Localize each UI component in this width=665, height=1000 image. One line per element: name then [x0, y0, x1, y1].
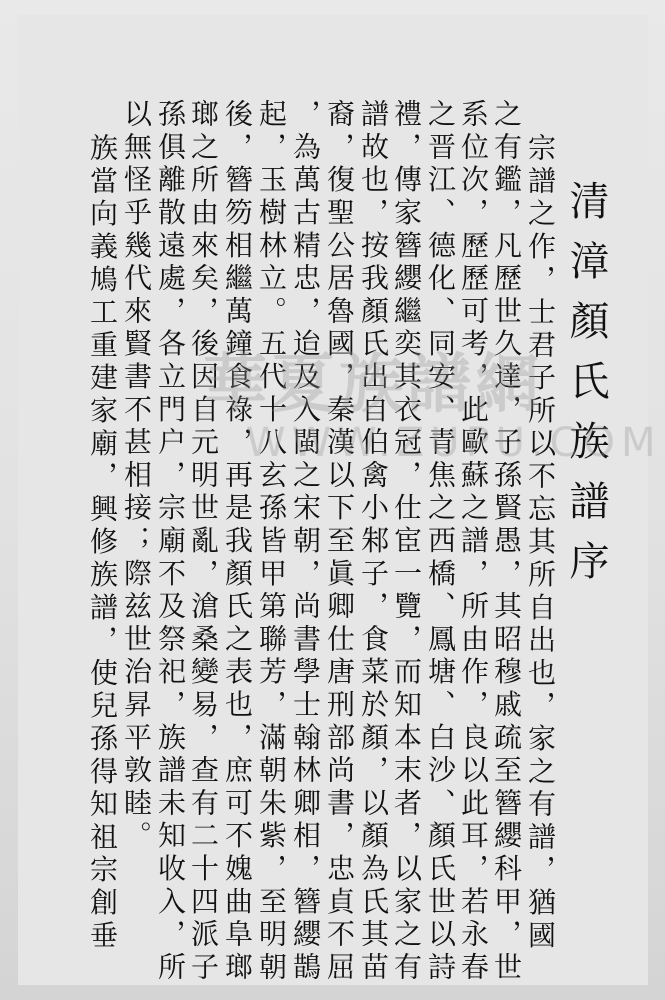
- paper-frame: [18, 15, 662, 985]
- text-column-9: 起，玉樹林立。五代十八玄孫皆甲第聯芳，滿朝朱紫，至明朝: [255, 99, 288, 985]
- text-column-13: 以無怪乎幾代來賢書不甚相接；際兹世治昇平敦睦。: [120, 99, 153, 854]
- text-column-2: 之有鑑，凡歷世久達，子孫賢愚，其昭穆戚疏至簪纓科甲，世: [490, 99, 523, 985]
- text-column-3: 系位次，歷歷可考，此歐蘇之譜，所由作，良以此耳，若永春: [457, 99, 490, 985]
- text-column-10: 後，簪笏相繼萬鐘食祿，再是我顏氏之表也，庶可不媿曲阜瑯: [221, 99, 254, 985]
- text-column-12: 孫俱離散遠處，各立門户，宗廟不及祭祀，族譜未知收入，所: [154, 99, 187, 985]
- text-column-1: 宗譜之作，士君子所以不忘其所自出也，家之有譜，猶國: [524, 133, 557, 953]
- text-column-7: 裔，復聖公居魯國，秦漢以下至眞卿仕唐刑部尚書，忠貞不屈: [323, 99, 356, 985]
- watermark-logo-text: 華夏族譜網: [203, 348, 543, 422]
- text-column-11: 瑯之所由來矣，後因自元明世亂，滄桑變易，查有二十四派子: [187, 99, 220, 985]
- text-column-4: 之晋江、德化、同安、青焦之西橋、鳳塘、白沙、顏氏世以詩: [424, 99, 457, 985]
- document-title: 清漳顏氏族譜序: [563, 180, 609, 600]
- text-column-8: ，為萬古精忠，迨及入閩之宋朝，尚書學士翰林卿相，簪纓鵲: [289, 99, 322, 985]
- text-column-14: 族當向義鳩工重建家廟，興修族譜，使兒孫得知祖宗創垂: [86, 133, 119, 953]
- text-column-5: 禮，傳家簪纓繼奕其衣冠，仕宦一覽，而知本末者，以家之有: [390, 99, 423, 985]
- text-column-6: 譜故也，按我顏氏出自伯禽小邾子，食菜於顏，以顏為氏其苗: [357, 99, 390, 985]
- watermark-url: WWW.ZUPU.COM: [246, 420, 662, 466]
